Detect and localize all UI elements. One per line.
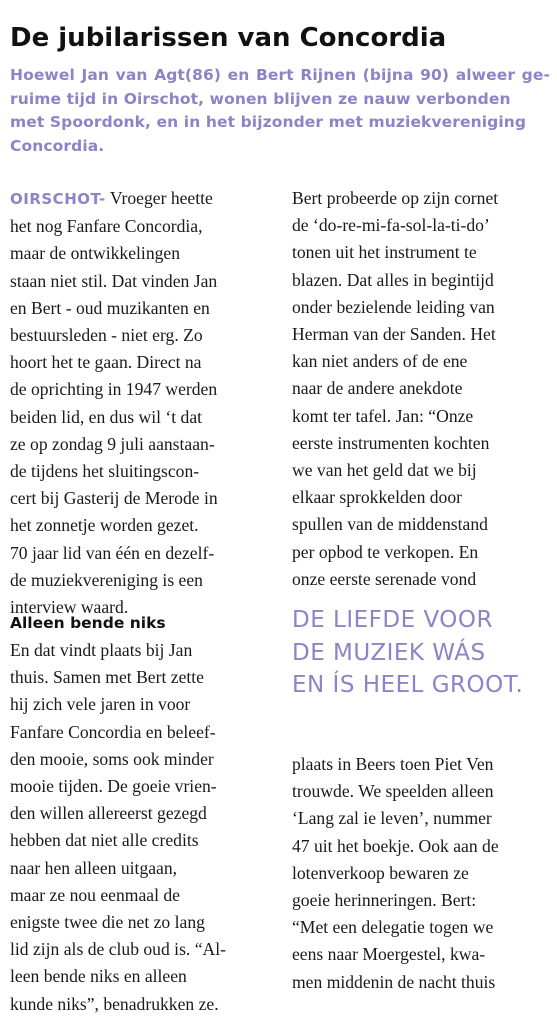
left-column-top [10, 185, 268, 621]
body-line: staan niet stil. Dat vinden Jan [10, 270, 218, 291]
body-line: hoort het te gaan. Direct na [10, 352, 202, 373]
body-line: 70 jaar lid van één en dezelf- [10, 542, 215, 563]
body-line: de tijdens het sluitingscon- [10, 461, 200, 482]
body-line: eerste instrumenten kochten [292, 432, 490, 453]
body-line: enigste twee die net zo lang [10, 912, 205, 933]
body-line: Fanfare Concordia en beleef- [10, 721, 216, 742]
body-line: kan niet anders of de ene [292, 351, 468, 372]
body-line: het zonnetje worden gezet. [10, 515, 199, 536]
body-line: thuis. Samen met Bert zette [10, 667, 204, 688]
body-line: de muziekvereniging is een [10, 569, 203, 590]
body-line: interview waard. [10, 597, 129, 618]
body-line: Bert probeerde op zijn cornet [292, 188, 499, 208]
body-line: spullen van de middenstand [292, 514, 488, 535]
body-line: komt ter tafel. Jan: “Onze [292, 405, 474, 426]
intro-line: Hoewel Jan van Agt(86) en Bert Rijnen (bijna 90) alweer ge- [10, 66, 550, 84]
body-line: de ‘do-re-mi-fa-sol-la-ti-do’ [292, 215, 490, 236]
body-line: den willen allereerst gezegd [10, 803, 207, 824]
body-line: men middenin de nacht thuis [292, 971, 496, 992]
body-line: ze op zondag 9 juli aanstaan- [10, 433, 215, 454]
body-line: en Bert - oud muzikanten en [10, 297, 210, 318]
body-line: tonen uit het instrument te [292, 242, 477, 263]
body-line: de oprichting in 1947 werden [10, 379, 218, 400]
body-line-text: Vroeger heette [105, 188, 213, 208]
body-line: 47 uit het boekje. Ook aan de [292, 835, 499, 856]
body-line: leen bende niks en alleen [10, 966, 187, 987]
body-line: onder bezielende leiding van [292, 296, 495, 317]
right-column-top [292, 185, 550, 593]
article-headline: De jubilarissen van Concordia [10, 23, 447, 54]
body-line: hij zich vele jaren in voor [10, 694, 191, 715]
body-line: elkaar sprokkelden door [292, 487, 463, 508]
article-intro [10, 64, 550, 158]
body-line: “Met een delegatie togen we [292, 917, 494, 938]
right-column-bottom [292, 751, 550, 996]
body-line: hebben dat niet alle credits [10, 830, 199, 851]
body-line: lid zijn als de club oud is. “Al- [10, 939, 226, 960]
body-line: beiden lid, en dus wil ‘t dat [10, 406, 203, 427]
body-line: per opbod te verkopen. En [292, 541, 479, 562]
body-line-first [10, 185, 268, 213]
pull-quote [292, 604, 552, 702]
body-line: den mooie, soms ook minder [10, 748, 214, 769]
dateline: OIRSCHOT- [10, 190, 106, 208]
body-line: naar hen alleen uitgaan, [10, 857, 178, 878]
body-line: plaats in Beers toen Piet Ven [292, 754, 494, 774]
left-column-bottom [10, 637, 268, 1018]
body-line: bestuursleden - niet erg. Zo [10, 325, 203, 346]
body-line: blazen. Dat alles in begintijd [292, 269, 494, 290]
body-line: maar ze nou eenmaal de [10, 884, 180, 905]
body-line: onze eerste serenade vond [292, 568, 477, 589]
intro-line: met Spoordonk, en in het bijzonder met muziekvereniging [10, 113, 527, 131]
body-line: trouwde. We speelden alleen [292, 781, 494, 802]
body-line: ‘Lang zal ie leven’, nummer [292, 808, 492, 829]
body-line: mooie tijden. De goeie vrien- [10, 776, 217, 797]
intro-line: ruime tijd in Oirschot, wonen blijven ze nauw verbonden [10, 89, 511, 108]
intro-line: Concordia. [10, 136, 105, 155]
body-line: En dat vindt plaats bij Jan [10, 640, 193, 660]
body-line: naar de andere anekdote [292, 378, 463, 399]
section-subhead: Alleen bende niks [10, 614, 166, 632]
body-line: kunde niks”, benadrukken ze. [10, 993, 219, 1014]
body-line: we van het geld dat we bij [292, 460, 477, 481]
body-line: Herman van der Sanden. Het [292, 324, 496, 345]
body-line: cert bij Gasterij de Merode in [10, 488, 218, 509]
body-line: maar de ontwikkelingen [10, 243, 181, 264]
body-line: goeie herinneringen. Bert: [292, 890, 477, 911]
pull-quote-line: DE LIEFDE VOOR [292, 607, 493, 633]
pull-quote-line: DE MUZIEK WÁS [292, 639, 486, 666]
body-line: eens naar Moergestel, kwa- [292, 944, 486, 965]
body-line: het nog Fanfare Concordia, [10, 216, 203, 237]
pull-quote-line: EN ÍS HEEL GROOT. [292, 672, 524, 698]
body-line: lotenverkoop bewaren ze [292, 862, 469, 883]
